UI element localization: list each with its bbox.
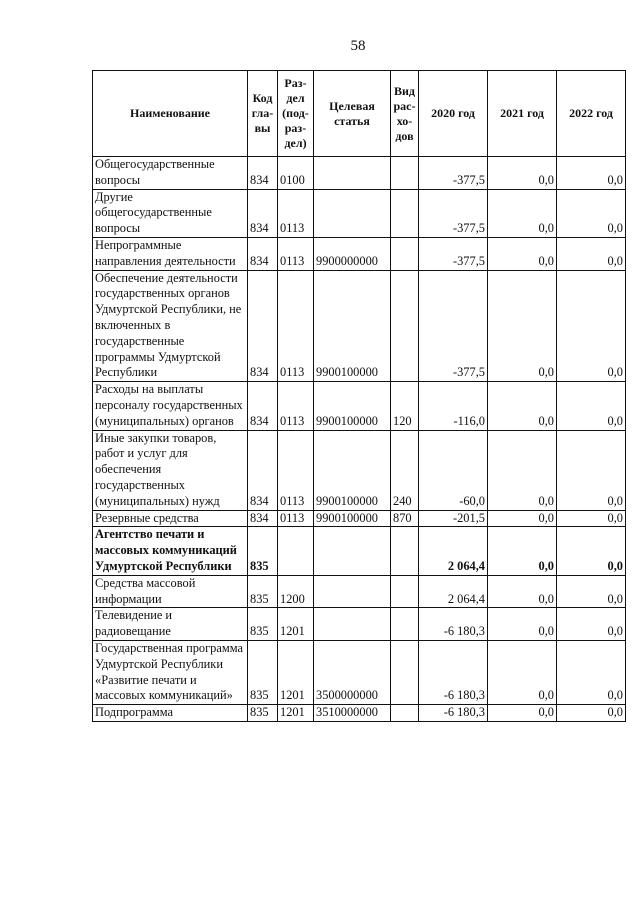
row-glava: 835 (248, 640, 278, 704)
header-statya: Целевая статья (314, 71, 391, 157)
row-statya (314, 527, 391, 575)
table-row (93, 527, 626, 575)
row-statya: 3500000000 (314, 640, 391, 704)
row-glava: 834 (248, 237, 278, 270)
row-glava: 835 (248, 705, 278, 722)
row-statya (314, 157, 391, 190)
row-2021: 0,0 (488, 510, 557, 527)
header-razdel: Раз-дел (под-раз-дел) (278, 71, 314, 157)
row-vid (391, 237, 419, 270)
row-glava: 834 (248, 510, 278, 527)
budget-table (92, 70, 626, 722)
header-name: Наименование (93, 71, 248, 157)
row-2021: 0,0 (488, 640, 557, 704)
table-row (93, 237, 626, 270)
row-2021: 0,0 (488, 527, 557, 575)
row-2022: 0,0 (557, 608, 626, 641)
row-vid (391, 640, 419, 704)
row-2022: 0,0 (557, 527, 626, 575)
row-2020: -201,5 (419, 510, 488, 527)
row-name: Расходы на выплаты персоналу государственных (муниципальных) органов (93, 382, 248, 430)
row-2021: 0,0 (488, 705, 557, 722)
row-2021: 0,0 (488, 270, 557, 382)
row-statya: 9900100000 (314, 270, 391, 382)
row-razdel: 0113 (278, 382, 314, 430)
header-glava: Код гла-вы (248, 71, 278, 157)
row-2020: -377,5 (419, 157, 488, 190)
header-2021: 2021 год (488, 71, 557, 157)
row-2020: -116,0 (419, 382, 488, 430)
row-vid (391, 575, 419, 608)
row-2022: 0,0 (557, 382, 626, 430)
row-statya: 9900100000 (314, 382, 391, 430)
row-vid (391, 189, 419, 237)
row-2021: 0,0 (488, 430, 557, 510)
row-statya (314, 189, 391, 237)
row-2022: 0,0 (557, 640, 626, 704)
row-2022: 0,0 (557, 189, 626, 237)
row-glava: 834 (248, 270, 278, 382)
header-2020: 2020 год (419, 71, 488, 157)
row-2020: -377,5 (419, 189, 488, 237)
row-2022: 0,0 (557, 575, 626, 608)
row-statya (314, 608, 391, 641)
row-statya: 9900100000 (314, 430, 391, 510)
row-vid (391, 705, 419, 722)
row-2020: -6 180,3 (419, 608, 488, 641)
row-statya: 3510000000 (314, 705, 391, 722)
row-name: Средства массовой информации (93, 575, 248, 608)
row-razdel: 0113 (278, 189, 314, 237)
row-2020: -377,5 (419, 270, 488, 382)
row-name: Резервные средства (93, 510, 248, 527)
row-statya: 9900100000 (314, 510, 391, 527)
row-vid: 120 (391, 382, 419, 430)
row-razdel (278, 527, 314, 575)
row-2020: 2 064,4 (419, 527, 488, 575)
row-vid: 240 (391, 430, 419, 510)
row-2021: 0,0 (488, 157, 557, 190)
row-razdel: 0100 (278, 157, 314, 190)
row-name: Обеспечение деятельности государственных органов Удмуртской Республики, не включенных в государственные программы Удмуртской Республики (93, 270, 248, 382)
row-glava: 835 (248, 608, 278, 641)
row-name: Другие общегосударственные вопросы (93, 189, 248, 237)
row-2021: 0,0 (488, 608, 557, 641)
header-vid: Вид рас-хо-дов (391, 71, 419, 157)
table-row (93, 270, 626, 382)
row-glava: 834 (248, 430, 278, 510)
table-row (93, 430, 626, 510)
row-razdel: 1201 (278, 705, 314, 722)
row-razdel: 1200 (278, 575, 314, 608)
row-2021: 0,0 (488, 237, 557, 270)
table-row (93, 705, 626, 722)
table-row (93, 382, 626, 430)
row-glava: 835 (248, 575, 278, 608)
row-vid (391, 157, 419, 190)
row-statya (314, 575, 391, 608)
row-2020: -60,0 (419, 430, 488, 510)
row-name: Подпрограмма (93, 705, 248, 722)
row-vid: 870 (391, 510, 419, 527)
header-2022: 2022 год (557, 71, 626, 157)
row-name: Общегосударственные вопросы (93, 157, 248, 190)
row-glava: 834 (248, 382, 278, 430)
row-glava: 834 (248, 157, 278, 190)
row-razdel: 0113 (278, 510, 314, 527)
page-number: 58 (350, 38, 366, 54)
table-row (93, 510, 626, 527)
row-razdel: 1201 (278, 608, 314, 641)
row-2022: 0,0 (557, 237, 626, 270)
row-2022: 0,0 (557, 157, 626, 190)
row-2021: 0,0 (488, 189, 557, 237)
row-name: Телевидение и радиовещание (93, 608, 248, 641)
row-razdel: 0113 (278, 430, 314, 510)
table-row (93, 608, 626, 641)
row-glava: 835 (248, 527, 278, 575)
row-2020: -377,5 (419, 237, 488, 270)
row-name: Иные закупки товаров, работ и услуг для обеспечения государственных (муниципальных) нужд (93, 430, 248, 510)
row-2021: 0,0 (488, 575, 557, 608)
row-2022: 0,0 (557, 430, 626, 510)
table-row (93, 640, 626, 704)
table-row (93, 575, 626, 608)
row-vid (391, 527, 419, 575)
table-row (93, 157, 626, 190)
row-2022: 0,0 (557, 510, 626, 527)
row-2021: 0,0 (488, 382, 557, 430)
row-2022: 0,0 (557, 705, 626, 722)
row-name: Непрограммные направления деятельности (93, 237, 248, 270)
header-row (93, 71, 626, 157)
row-vid (391, 608, 419, 641)
row-2020: -6 180,3 (419, 705, 488, 722)
row-2022: 0,0 (557, 270, 626, 382)
row-2020: 2 064,4 (419, 575, 488, 608)
row-vid (391, 270, 419, 382)
row-glava: 834 (248, 189, 278, 237)
row-name: Государственная программа Удмуртской Республики «Развитие печати и массовых коммуникаций» (93, 640, 248, 704)
row-statya: 9900000000 (314, 237, 391, 270)
table-row (93, 189, 626, 237)
row-name: Агентство печати и массовых коммуникаций Удмуртской Республики (93, 527, 248, 575)
row-2020: -6 180,3 (419, 640, 488, 704)
row-razdel: 1201 (278, 640, 314, 704)
row-razdel: 0113 (278, 237, 314, 270)
row-razdel: 0113 (278, 270, 314, 382)
